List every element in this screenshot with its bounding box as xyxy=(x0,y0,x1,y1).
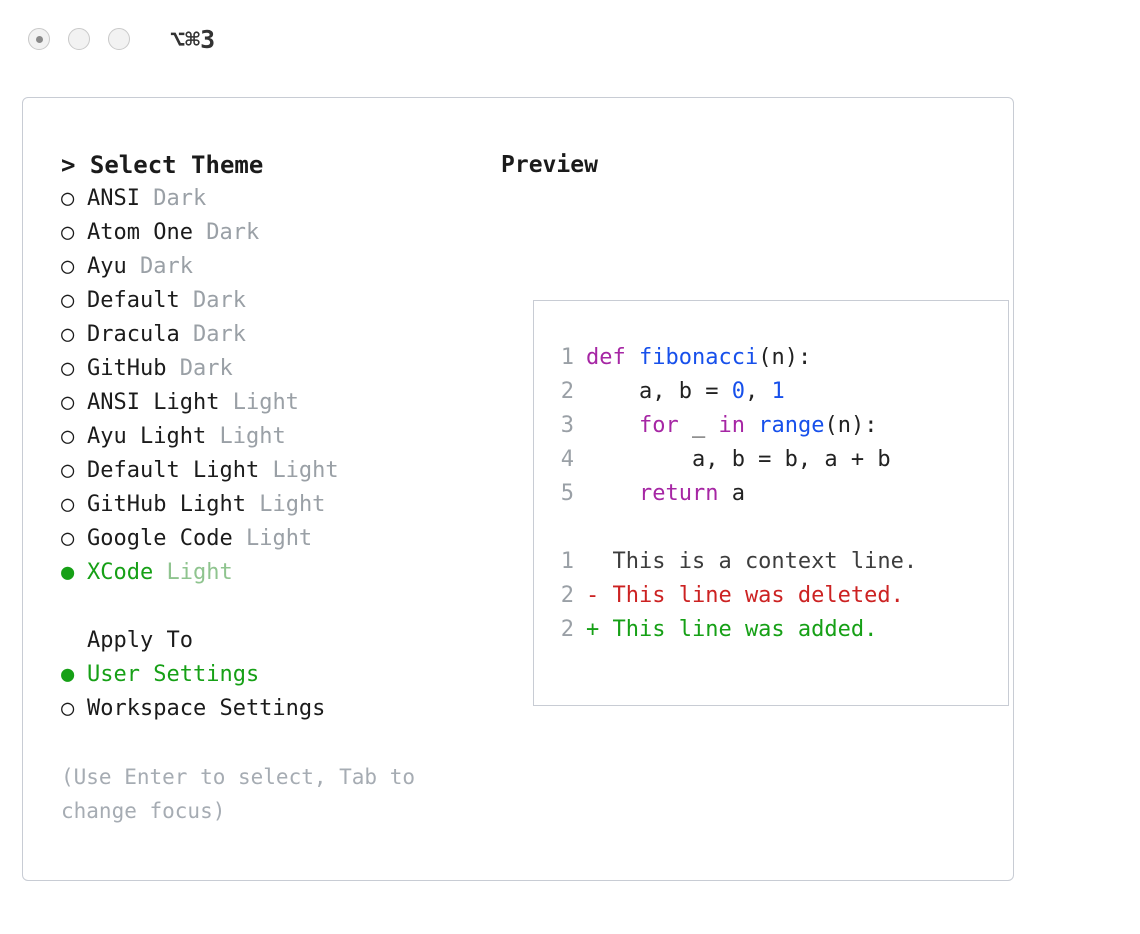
keyboard-hint: (Use Enter to select, Tab to change focus) xyxy=(61,765,428,823)
apply-to-option-label: User Settings xyxy=(87,662,260,687)
theme-option-label: Atom One xyxy=(87,220,193,245)
apply-to-option-label: Workspace Settings xyxy=(87,696,326,721)
close-dot-center xyxy=(36,36,43,43)
hint-gap xyxy=(61,726,491,760)
radio-selected-icon: ● xyxy=(61,662,75,687)
zoom-dot[interactable] xyxy=(108,28,130,50)
theme-option-label: Default Light xyxy=(87,458,260,483)
apply-to-list[interactable] xyxy=(61,658,491,726)
theme-variant-label: Light xyxy=(166,560,233,585)
theme-option-label: GitHub Light xyxy=(87,492,246,517)
line-number: 2 xyxy=(560,379,574,404)
theme-option-label: Dracula xyxy=(87,322,180,347)
theme-list[interactable] xyxy=(61,182,491,590)
code-token: def xyxy=(586,345,639,370)
theme-variant-label: Light xyxy=(232,390,299,415)
radio-unselected-icon: ○ xyxy=(61,526,75,551)
theme-option-label: XCode xyxy=(87,560,154,585)
list-gap xyxy=(61,590,491,624)
radio-unselected-icon: ○ xyxy=(61,322,75,347)
code-line xyxy=(534,375,1008,409)
theme-option[interactable] xyxy=(61,522,491,556)
code-line xyxy=(534,477,1008,511)
line-number: 1 xyxy=(560,549,574,574)
theme-option-label: Google Code xyxy=(87,526,233,551)
theme-variant-label: Dark xyxy=(206,220,260,245)
theme-option[interactable] xyxy=(61,318,491,352)
code-token: a xyxy=(718,481,745,506)
theme-variant-label: Dark xyxy=(153,186,207,211)
theme-option-label: ANSI Light xyxy=(87,390,220,415)
theme-variant-label: Dark xyxy=(179,356,233,381)
theme-option[interactable] xyxy=(61,488,491,522)
diff-text: + This line was added. xyxy=(586,617,878,642)
code-token: 0 xyxy=(731,379,745,404)
theme-option-label: Ayu Light xyxy=(87,424,207,449)
code-line xyxy=(534,409,1008,443)
theme-variant-label: Light xyxy=(219,424,286,449)
code-token: for xyxy=(638,413,679,438)
code-token: range xyxy=(758,413,825,438)
apply-to-option[interactable] xyxy=(61,692,491,726)
theme-option[interactable] xyxy=(61,420,491,454)
radio-unselected-icon: ○ xyxy=(61,288,75,313)
shortcut-label: ⌥⌘3 xyxy=(170,24,216,54)
theme-option[interactable] xyxy=(61,352,491,386)
code-line xyxy=(534,443,1008,477)
title-bar xyxy=(0,0,1140,78)
code-token: 1 xyxy=(771,379,785,404)
diff-line xyxy=(534,613,1008,647)
code-token: _ xyxy=(678,413,719,438)
main-panel xyxy=(22,97,1014,881)
theme-option[interactable] xyxy=(61,454,491,488)
radio-unselected-icon: ○ xyxy=(61,424,75,449)
radio-unselected-icon: ○ xyxy=(61,492,75,517)
code-token: return xyxy=(638,481,719,506)
theme-option-label: Default xyxy=(87,288,180,313)
apply-to-heading-indent xyxy=(61,624,87,658)
line-number: 3 xyxy=(560,413,574,438)
diff-line xyxy=(534,545,1008,579)
diff-text: - This line was deleted. xyxy=(586,583,904,608)
code-token xyxy=(586,413,639,438)
diff-line xyxy=(534,579,1008,613)
theme-option[interactable] xyxy=(61,216,491,250)
radio-selected-icon: ● xyxy=(61,560,75,585)
code-token: (n): xyxy=(824,413,878,438)
theme-variant-label: Dark xyxy=(192,322,246,347)
code-token xyxy=(745,413,758,438)
close-dot[interactable] xyxy=(28,28,50,50)
code-token: fibonacci xyxy=(638,345,759,370)
code-token: a, b = xyxy=(586,379,732,404)
theme-variant-label: Dark xyxy=(192,288,246,313)
apply-to-heading: Apply To xyxy=(61,624,491,658)
line-number: 5 xyxy=(560,481,574,506)
code-token: (n): xyxy=(758,345,812,370)
line-number: 1 xyxy=(560,345,574,370)
radio-unselected-icon: ○ xyxy=(61,696,75,721)
code-preview xyxy=(534,341,1008,511)
line-number: 4 xyxy=(560,447,574,472)
theme-variant-label: Light xyxy=(245,526,313,551)
line-number: 2 xyxy=(560,617,574,642)
code-token: in xyxy=(718,413,745,438)
theme-option-label: GitHub xyxy=(87,356,167,381)
theme-option[interactable] xyxy=(61,182,491,216)
radio-unselected-icon: ○ xyxy=(61,356,75,381)
preview-box xyxy=(533,300,1009,706)
preview-column xyxy=(501,148,991,642)
theme-option[interactable] xyxy=(61,284,491,318)
apply-to-option[interactable] xyxy=(61,658,491,692)
theme-option[interactable] xyxy=(61,556,491,590)
select-theme-heading: > Select Theme xyxy=(61,151,264,179)
radio-unselected-icon: ○ xyxy=(61,390,75,415)
theme-variant-label: Dark xyxy=(140,254,193,279)
code-token: a, b = b, a + b xyxy=(586,447,891,472)
code-token: , xyxy=(744,379,772,404)
radio-unselected-icon: ○ xyxy=(61,458,75,483)
theme-selection-column xyxy=(61,148,491,828)
theme-variant-label: Light xyxy=(259,492,326,517)
code-line xyxy=(534,341,1008,375)
theme-variant-label: Light xyxy=(272,458,339,483)
preview-gap xyxy=(534,511,1008,545)
diff-text: This is a context line. xyxy=(586,549,918,574)
preview-heading: Preview xyxy=(501,152,598,178)
radio-unselected-icon: ○ xyxy=(61,186,75,211)
theme-option-label: Ayu xyxy=(87,254,127,279)
minimize-dot[interactable] xyxy=(68,28,90,50)
theme-option[interactable] xyxy=(61,250,491,284)
diff-preview xyxy=(534,545,1008,647)
line-number: 2 xyxy=(560,583,574,608)
radio-unselected-icon: ○ xyxy=(61,220,75,245)
theme-option-label: ANSI xyxy=(87,186,140,211)
radio-unselected-icon: ○ xyxy=(61,254,75,279)
code-token xyxy=(586,481,639,506)
theme-option[interactable] xyxy=(61,386,491,420)
